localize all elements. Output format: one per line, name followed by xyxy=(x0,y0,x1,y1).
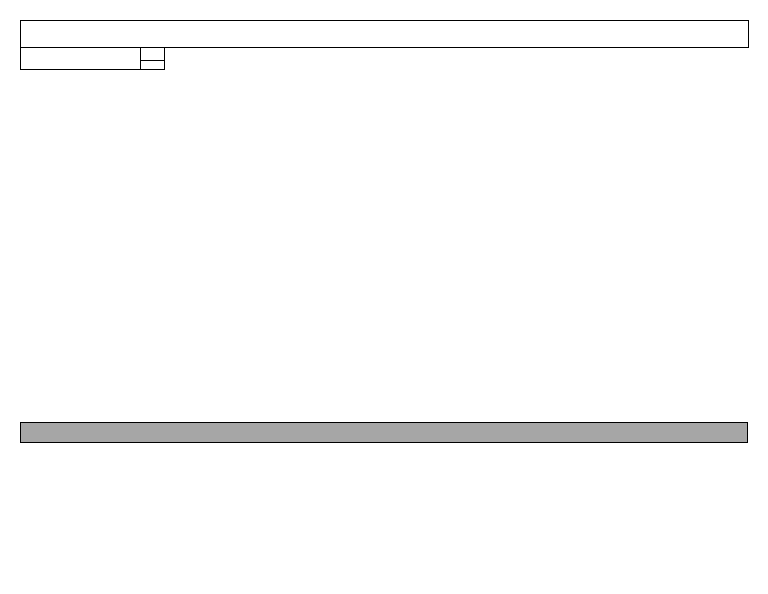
duty-chart-sheet xyxy=(20,20,748,70)
page-title xyxy=(21,21,749,48)
footer-grey-bar xyxy=(20,422,748,443)
ld-header xyxy=(141,61,165,70)
employee-name-header xyxy=(21,48,141,70)
ld-header-blank xyxy=(141,48,165,61)
duty-chart-table xyxy=(20,20,749,70)
